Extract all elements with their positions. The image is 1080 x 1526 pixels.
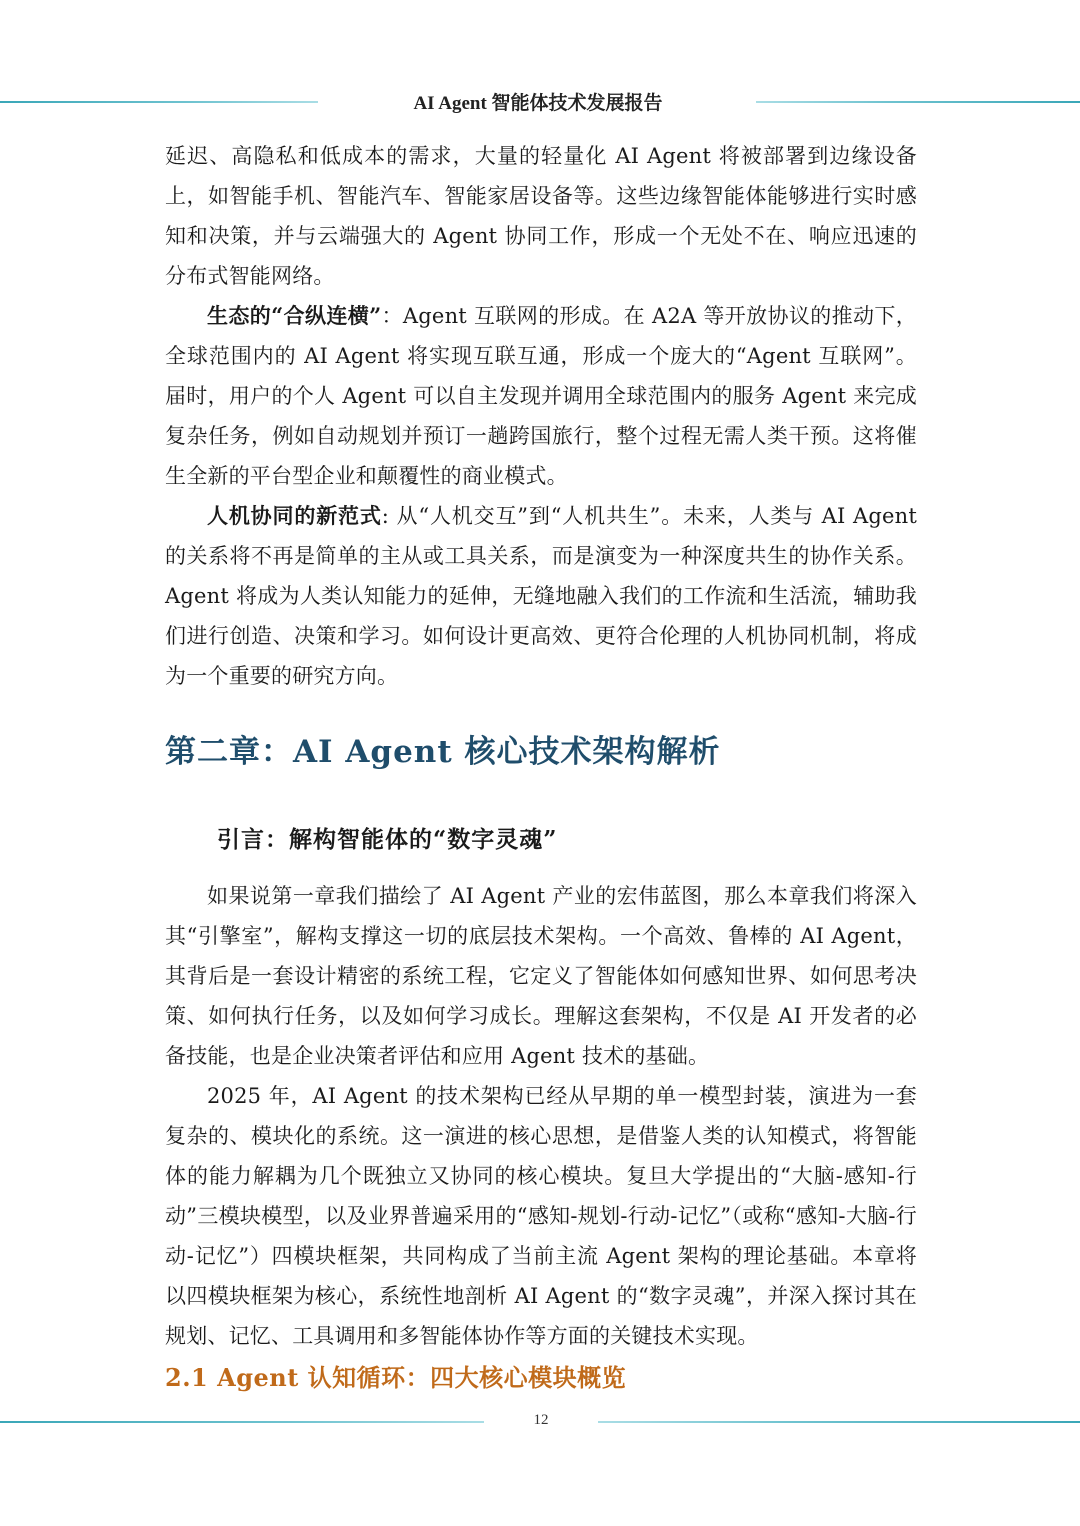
paragraph-ecosystem [165,296,917,496]
header-rule-right [756,101,1080,103]
paragraph-architecture: 2025 年，AI Agent 的技术架构已经从早期的单一模型封装，演进为一套复杂的、模块化的系统。这一演进的核心思想，是借鉴人类的认知模式，将智能体的能力解耦为几个既独立又协同的核心模块。复旦大学提出的“大脑-感知-行动”三模块模型，以及业界普遍采用的“感知-规划-行动-记忆”（或称“感知-大脑-行动-记忆”）四模块框架，共同构成了当前主流 Agent 架构的理论基础。本章将以四模块框架为核心，系统性地剖析 AI Agent 的“数字灵魂”，并深入探讨其在规划、记忆、工具调用和多智能体协作等方面的关键技术实现。 [165,1084,917,1348]
human-machine-lead: 人机协同的新范式 [207,503,382,528]
paragraph-intro: 如果说第一章我们描绘了 AI Agent 产业的宏伟蓝图，那么本章我们将深入其“引擎室”，解构支撑这一切的底层技术架构。一个高效、鲁棒的 AI Agent，其背后是一套设计精密的系统工程，它定义了智能体如何感知世界、如何思考决策、如何执行任务，以及如何学习成长。理解这套架构，不仅是 AI 开发者的必备技能，也是企业决策者评估和应用 Agent 技术的基础。 [165,884,917,1068]
chapter-title: 第二章：AI Agent 核心技术架构解析 [165,734,721,770]
header-rule-left [0,101,318,103]
page-content [165,136,917,1398]
intro-heading: 引言：解构智能体的“数字灵魂” [217,826,558,853]
paragraph-human-machine [165,496,917,696]
footer-rule-left [0,1421,484,1423]
ecosystem-text: ：Agent 互联网的形成。在 A2A 等开放协议的推动下，全球范围内的 AI Agent 将实现互联互通，形成一个庞大的“Agent 互联网”。届时，用户的个人 Agent 可以自主发现并调用全球范围内的服务 Agent 来完成复杂任务，例如自动规划并预订一趟跨国旅行，整个过程无需人类干预。这将催生全新的平台型企业和颠覆性的商业模式。 [165,304,917,488]
ecosystem-lead: 生态的“合纵连横” [207,303,382,328]
subsection-title: 2.1 Agent 认知循环：四大核心模块概览 [165,1363,627,1392]
human-machine-text: : 从“人机交互”到“人机共生”。未来，人类与 AI Agent 的关系将不再是简单的主从或工具关系，而是演变为一种深度共生的协作关系。Agent 将成为人类认知能力的延伸，无缝地融入我们的工作流和生活流，辅助我们进行创造、决策和学习。如何设计更高效、更符合伦理的人机协同机制，将成为一个重要的研究方向。 [165,504,918,688]
footer-rule-right [598,1421,1080,1423]
paragraph-edge-agents: 延迟、高隐私和低成本的需求，大量的轻量化 AI Agent 将被部署到边缘设备上，如智能手机、智能汽车、智能家居设备等。这些边缘智能体能够进行实时感知和决策，并与云端强大的 Agent 协同工作，形成一个无处不在、响应迅速的分布式智能网络。 [165,144,917,288]
page-number: 12 [533,1412,549,1428]
running-header: AI Agent 智能体技术发展报告 [413,93,663,114]
